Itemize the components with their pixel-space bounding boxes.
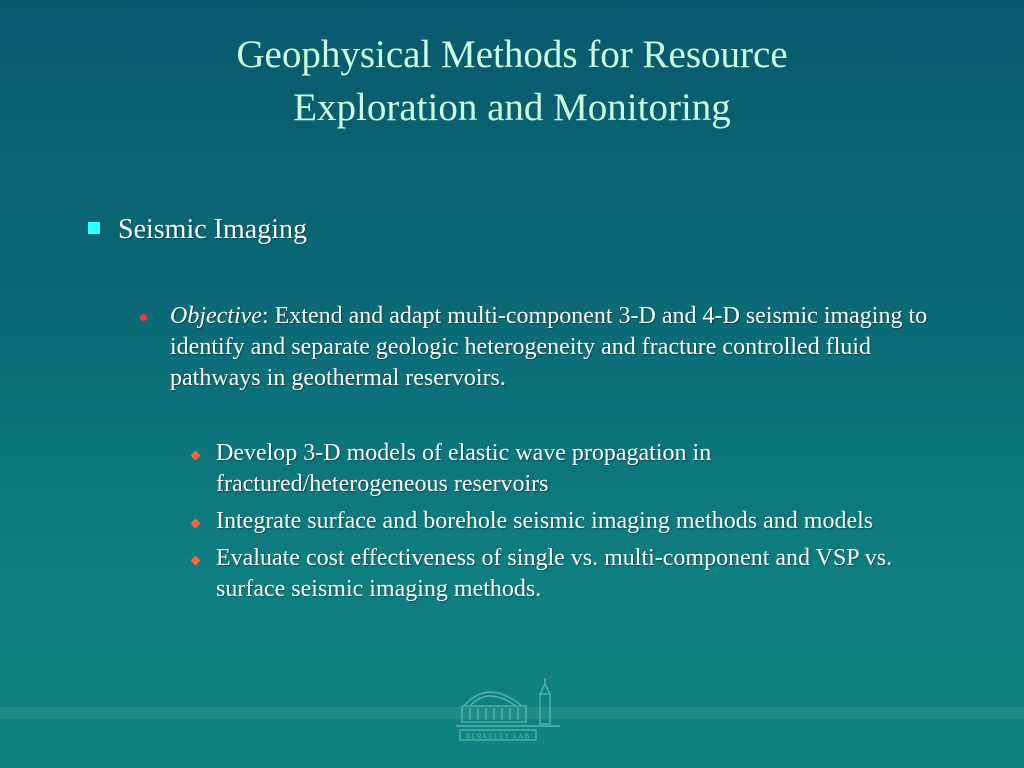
list-item-text: Evaluate cost effectiveness of single vs. multi-component and VSP vs. surface seismic imaging methods. xyxy=(216,545,893,602)
diamond-bullet-icon xyxy=(191,556,201,566)
list-item-text: Develop 3-D models of elastic wave propagation in fractured/heterogeneous reservoirs xyxy=(216,440,712,497)
berkeley-lab-logo xyxy=(452,670,568,744)
objective-label: Objective xyxy=(170,303,262,329)
list-item-text: Integrate surface and borehole seismic imaging methods and models xyxy=(216,508,874,534)
level2-bullet-item xyxy=(140,301,960,394)
level1-bullet-item xyxy=(88,212,307,248)
list-item xyxy=(188,506,928,537)
logo-text: BERKELEY LAB xyxy=(465,732,531,741)
list-item xyxy=(188,543,928,605)
level3-bullet-list xyxy=(188,438,928,611)
level1-label: Seismic Imaging xyxy=(118,214,307,245)
slide-title xyxy=(0,28,1024,134)
objective-paragraph xyxy=(170,301,960,394)
objective-text: : Extend and adapt multi-component 3-D and 4-D seismic imaging to identify and separate geologic heterogeneity and fracture controlled fluid pathways in geothermal reservoirs. xyxy=(170,303,928,391)
diamond-bullet-icon xyxy=(191,451,201,461)
title-line-2: Exploration and Monitoring xyxy=(293,86,731,129)
diamond-bullet-icon xyxy=(191,519,201,529)
list-item xyxy=(188,438,928,500)
square-bullet-icon xyxy=(88,222,100,234)
title-line-1: Geophysical Methods for Resource xyxy=(236,33,788,76)
round-bullet-icon xyxy=(140,314,147,321)
